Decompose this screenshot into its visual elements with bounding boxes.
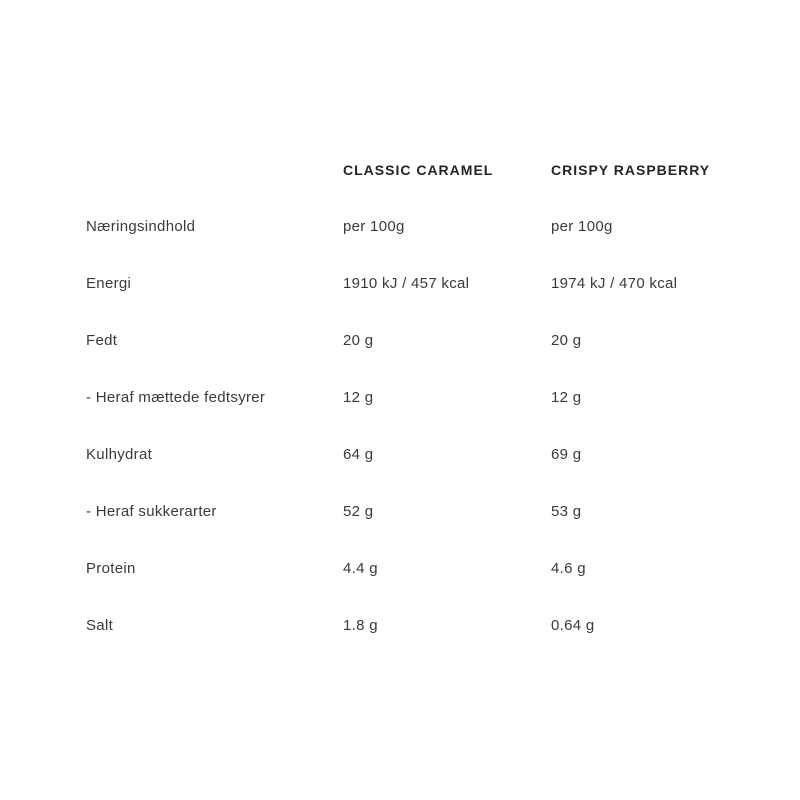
classic-caramel-value: 52 g <box>343 503 374 520</box>
classic-caramel-value: 1910 kJ / 457 kcal <box>343 275 470 292</box>
crispy-raspberry-value: 20 g <box>551 332 582 349</box>
classic-caramel-value: 64 g <box>343 446 374 463</box>
table-row <box>86 540 734 597</box>
row-label: - Heraf mættede fedtsyrer <box>86 389 266 406</box>
row-label: Næringsindhold <box>86 218 196 235</box>
row-label: Kulhydrat <box>86 446 153 463</box>
column-header-crispy-raspberry: CRISPY RASPBERRY <box>551 161 711 178</box>
crispy-raspberry-value: 12 g <box>551 389 582 406</box>
crispy-raspberry-value: 53 g <box>551 503 582 520</box>
table-row <box>86 369 734 426</box>
table-header-row <box>86 141 734 198</box>
crispy-raspberry-value: 69 g <box>551 446 582 463</box>
row-label: Energi <box>86 275 132 292</box>
table-row <box>86 483 734 540</box>
table-row <box>86 426 734 483</box>
classic-caramel-value: 20 g <box>343 332 374 349</box>
classic-caramel-value: per 100g <box>343 218 405 235</box>
crispy-raspberry-value: 1974 kJ / 470 kcal <box>551 275 678 292</box>
crispy-raspberry-value: per 100g <box>551 218 613 235</box>
row-label: Fedt <box>86 332 118 349</box>
row-label: - Heraf sukkerarter <box>86 503 217 520</box>
classic-caramel-value: 1.8 g <box>343 617 378 634</box>
table-row <box>86 312 734 369</box>
classic-caramel-value: 12 g <box>343 389 374 406</box>
table-row <box>86 198 734 255</box>
table-row <box>86 597 734 654</box>
column-header-classic-caramel: CLASSIC CARAMEL <box>343 161 494 178</box>
row-label: Salt <box>86 617 114 634</box>
crispy-raspberry-value: 0.64 g <box>551 617 595 634</box>
crispy-raspberry-value: 4.6 g <box>551 560 586 577</box>
nutrition-table <box>86 141 734 654</box>
row-label: Protein <box>86 560 136 577</box>
table-row <box>86 255 734 312</box>
classic-caramel-value: 4.4 g <box>343 560 378 577</box>
